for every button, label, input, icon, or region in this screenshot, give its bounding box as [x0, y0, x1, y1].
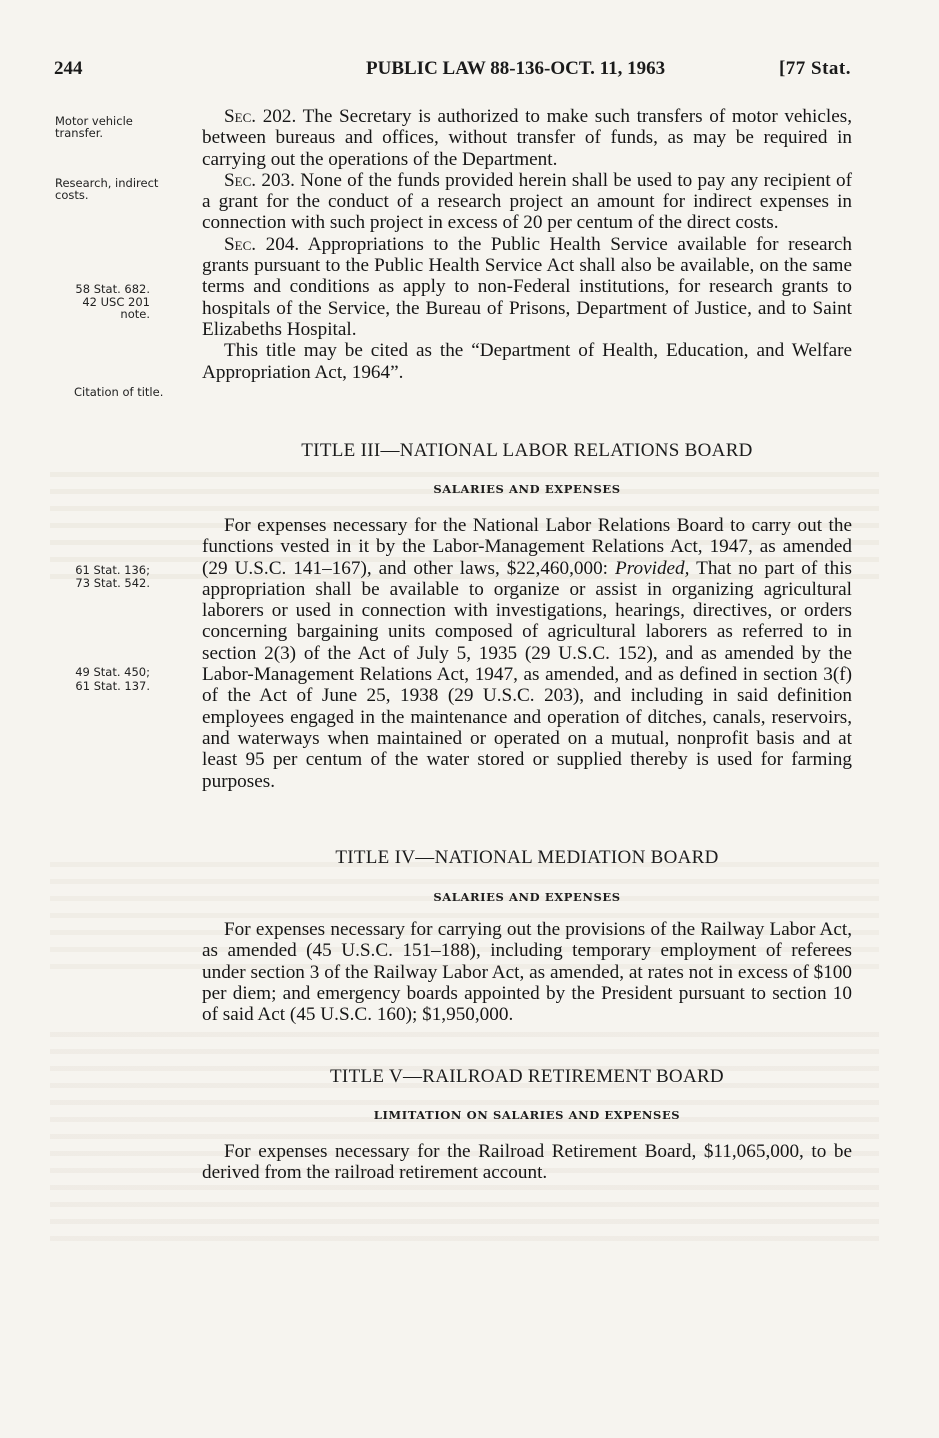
- title-v-body: [202, 1141, 852, 1184]
- statute-volume: [77 Stat.: [778, 58, 851, 79]
- page-number: 244: [54, 58, 83, 79]
- running-head: PUBLIC LAW 88-136-OCT. 11, 1963: [366, 58, 666, 79]
- section-204: [202, 234, 852, 340]
- section-text: Appropriations to the Public Health Service available for research grants pursuant to the Public Health Service Act shall also be available, on the same terms and conditions as apply to non-Federal institutions, for research grants to hospitals of the Service, the Bureau of Prisons, Department of Justice, and to Saint Elizabeths Hospital.: [202, 233, 852, 340]
- title-iii-heading: TITLE III—NATIONAL LABOR RELATIONS BOARD: [301, 440, 753, 461]
- nlrb-text-b: That no part of this appropriation shall be available to organize or assist in organizing agricultural laborers or used in connection with investigations, hearings, directives, or orders concerning bargaining units composed of agricultural laborers as referred to in section 2(3) of the Act of July 5, 1935 (29 U.S.C. 152), and as amended by the Labor-Management Relations Act, 1947, as amended, and as defined in section 3(f) of the Act of June 25, 1938 (29 U.S.C. 203), and including in said definition employees engaged in the maintenance and operation of ditches, canals, reservoirs, and waterways when maintained or operated on a mutual, nonprofit basis and at least 95 per centum of the water stored or supplied thereby is used for farming purposes.: [202, 557, 853, 792]
- title-iii-subheading: SALARIES AND EXPENSES: [433, 482, 621, 496]
- page-header: [54, 58, 851, 82]
- title-v-subheading: LIMITATION ON SALARIES AND EXPENSES: [373, 1108, 681, 1122]
- title-iv-body: [202, 919, 852, 1025]
- margin-note-usc-42: 42 USC 201 note.: [82, 295, 150, 321]
- margin-note-motor-vehicle: Motor vehicle transfer.: [55, 114, 133, 140]
- section-text: The Secretary is authorized to make such transfers of motor vehicles, between bureaus and offices, without transfer of funds, as may be required in carrying out the operations of the Department.: [202, 106, 852, 170]
- title-v-paragraph: For expenses necessary for the Railroad Retirement Board, $11,065,000, to be derived from the railroad retirement account.: [202, 1141, 852, 1184]
- nlrb-text-a: For expenses necessary for the National Labor Relations Board to carry out the functions vested in it by the Labor-Management Relations Act, 1947, as amended (29 U.S.C. 141–167), and other laws, $22,460,000:: [202, 515, 852, 579]
- title-iv-subheading: SALARIES AND EXPENSES: [433, 890, 621, 904]
- section-label: Sec. 202.: [224, 106, 297, 127]
- margin-note-stat-58: 58 Stat. 682.: [75, 282, 150, 296]
- section-text: None of the funds provided herein shall be used to pay any recipient of a grant for the conduct of a research project an amount for indirect expenses in connection with such project in excess of 20 per centum of the direct costs.: [202, 169, 852, 234]
- title-iii-body: [202, 515, 852, 792]
- margin-note-stat-73-542: 73 Stat. 542.: [75, 576, 150, 590]
- margin-note-stat-61-137: 61 Stat. 137.: [75, 679, 150, 693]
- show-through: [50, 1020, 879, 1250]
- margin-note-stat-49-450: 49 Stat. 450;: [75, 665, 150, 679]
- section-203: [202, 170, 852, 234]
- title-iv-paragraph: For expenses necessary for carrying out the provisions of the Railway Labor Act, as amended (45 U.S.C. 151–188), including temporary employment of referees under section 3 of the Railway Labor Act, as amended, at rates not in excess of $100 per diem; and emergency boards appointed by the President pursuant to section 10 of said Act (45 U.S.C. 160); $1,950,000.: [202, 919, 852, 1026]
- section-202: [202, 106, 852, 170]
- margin-note-stat-61-136: 61 Stat. 136;: [75, 563, 150, 577]
- title-iv-heading: TITLE IV—NATIONAL MEDIATION BOARD: [335, 847, 719, 868]
- citation-paragraph: This title may be cited as the “Department of Health, Education, and Welfare Appropriation Act, 1964”.: [202, 340, 852, 383]
- sections-block: [202, 106, 852, 383]
- title-v-heading: TITLE V—RAILROAD RETIREMENT BOARD: [330, 1066, 724, 1087]
- provided-keyword: Provided,: [615, 557, 690, 579]
- section-label: Sec. 203.: [224, 169, 295, 191]
- section-label: Sec. 204.: [224, 233, 300, 255]
- title-iii-paragraph: [202, 515, 852, 792]
- margin-note-citation: Citation of title.: [74, 385, 164, 399]
- margin-note-research: Research, indirect costs.: [55, 176, 159, 202]
